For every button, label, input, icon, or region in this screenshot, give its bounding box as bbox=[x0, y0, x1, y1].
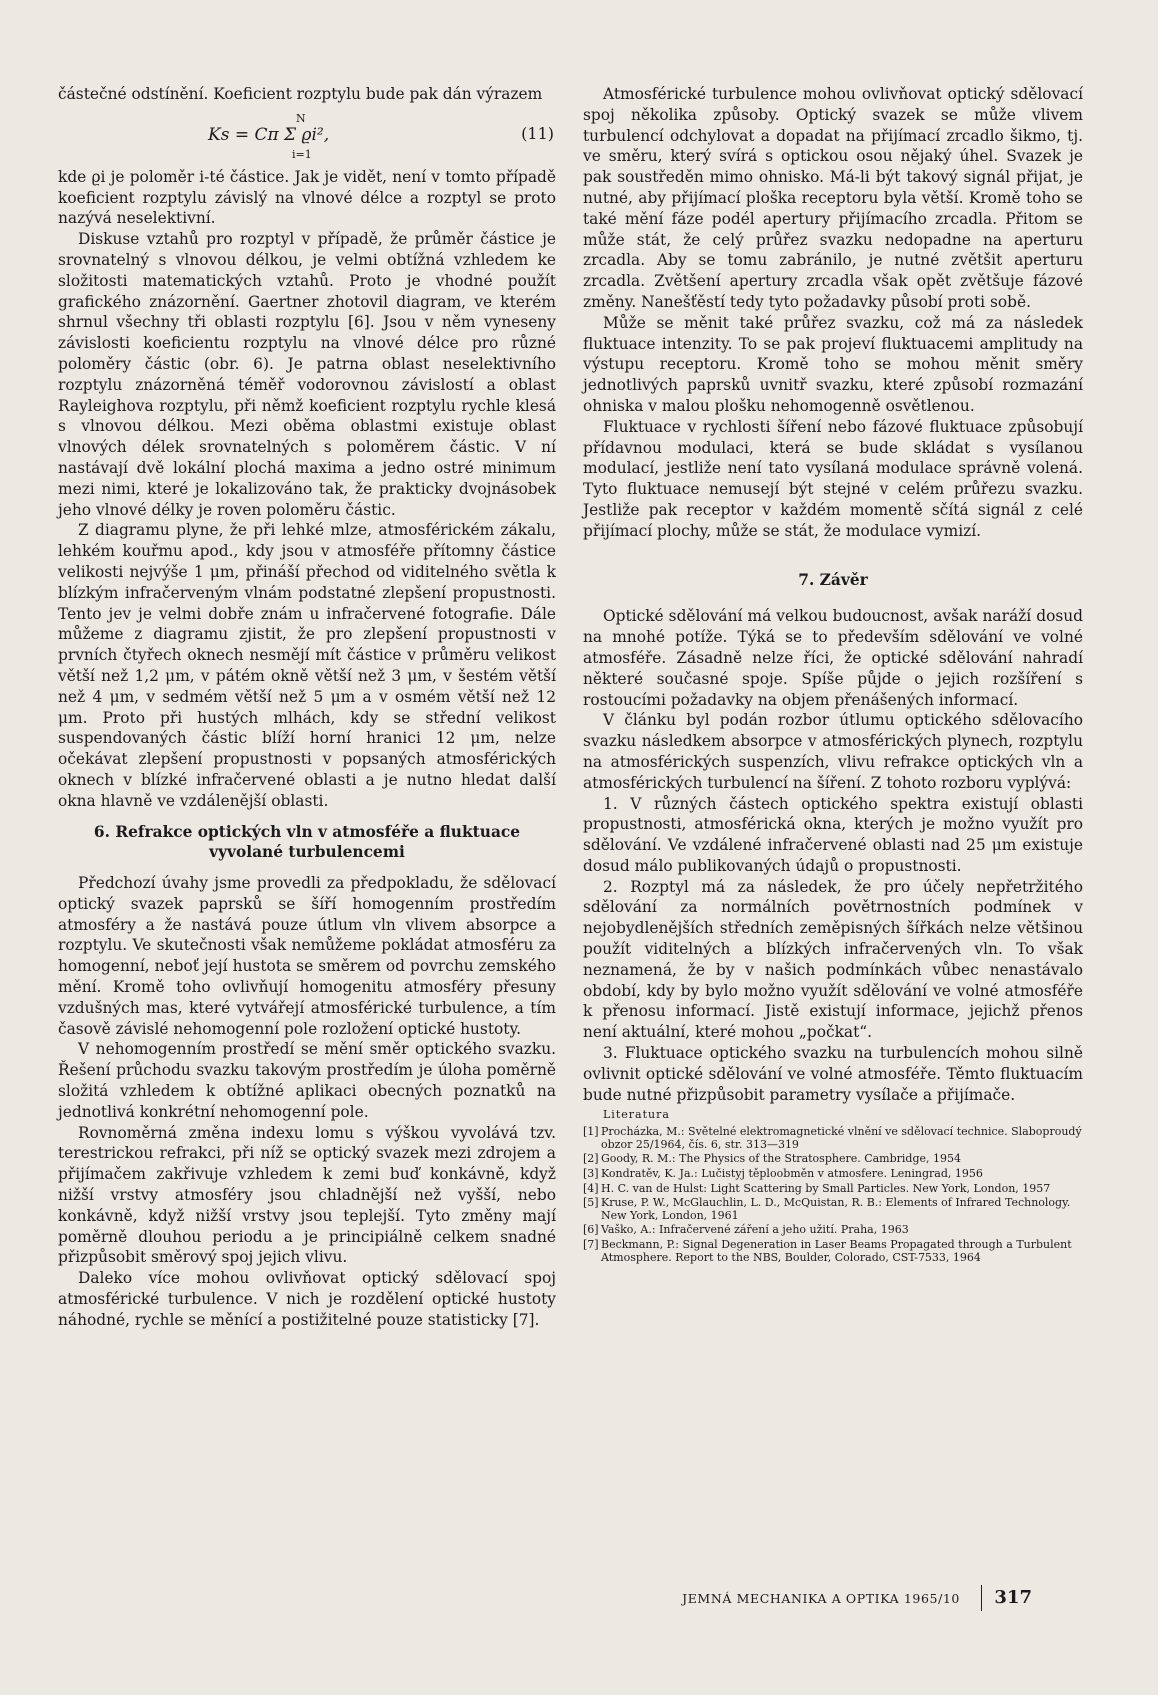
reference-number: [4] bbox=[583, 1181, 599, 1195]
paragraph: Optické sdělování má velkou budoucnost, avšak naráží dosud na mnohé potíže. Týká se to především sdělování ve volné atmosféře. Zásadně nelze říci, že optické sdělování nahradí některé současné spoje. Spíše půjde o jejich rozšíření s rostoucími požadavky na objem přenášených informací. bbox=[583, 607, 1083, 709]
reference-item bbox=[583, 1168, 1083, 1181]
reference-text: Procházka, M.: Světelné elektromagnetické vlnění ve sdělovací technice. Slaboproudý obzor 25/1964, čís. 6, str. 313—319 bbox=[601, 1125, 1082, 1151]
reference-text: H. C. van de Hulst: Light Scattering by Small Particles. New York, London, 1957 bbox=[601, 1181, 1051, 1195]
reference-number: [2] bbox=[583, 1152, 599, 1166]
sum-lower-limit: i=1 bbox=[292, 147, 312, 161]
paragraph: 2. Rozptyl má za následek, že pro účely nepřetržitého sdělování za normálních povětrnostních podmínek v nejobydlenějších středních zeměpisných šířkách nelze většinou použít viditelných a blízkých infračervených vln. To však neznamená, že by v našich podmínkách vůbec nenastávalo období, kdy by bylo možno využít sdělování ve volné atmosféře k přenosu informací. Jistě existují informace, jejichž přenos není aktuální, které mohou „počkat“. bbox=[583, 877, 1083, 1042]
reference-number: [7] bbox=[583, 1238, 599, 1251]
paragraph: 1. V různých částech optického spektra existují oblasti propustnosti, atmosférická okna, kterých je možno využít pro sdělování. Ve vzdálené infračervené oblasti nad 25 μm existuje dosud málo publikovaných údajů o propustnosti. bbox=[583, 794, 1083, 875]
reference-text: Goody, R. M.: The Physics of the Stratosphere. Cambridge, 1954 bbox=[601, 1152, 962, 1166]
journal-name: JEMNÁ MECHANIKA A OPTIKA 1965/10 bbox=[682, 1591, 960, 1606]
left-column bbox=[58, 84, 556, 1331]
reference-item bbox=[583, 1183, 1083, 1196]
page-footer bbox=[682, 1585, 1120, 1611]
section-heading-7: 7. Závěr bbox=[798, 570, 868, 589]
paragraph: kde ϱi je poloměr i-té částice. Jak je vidět, není v tomto případě koeficient rozptylu závislý na vlnové délce a rozptyl se proto nazývá neselektivní. bbox=[58, 167, 556, 228]
paragraph: Fluktuace v rychlosti šíření nebo fázové fluktuace způsobují přídavnou modulaci, která se bude skládat s vysílanou modulací, jestliže není tato vysílaná modulace správně volená. Tyto fluktuace nemusejí být stejné v celém průřezu svazku. Jestliže pak receptor v každém momentě sčítá signál z celé přijímací plochy, může se stát, že modulace vymizí. bbox=[583, 417, 1083, 540]
reference-number: [5] bbox=[583, 1196, 599, 1210]
paragraph: Atmosférické turbulence mohou ovlivňovat optický sdělovací spoj několika způsoby. Optický svazek se může vlivem turbulencí odchylovat a dopadat na přijímací zrcadlo šikmo, tj. ve směru, který svírá s optickou osou nějaký úhel. Svazek je pak soustředěn mimo ohnisko. Má-li být takový signál přijat, je nutné, aby přijímací ploška receptoru byla větší. Kromě toho se také mění fáze podél apertury přijímacího zrcadla. Přitom se může stát, že celý průřez svazku nedopadne na aperturu zrcadla. Aby se tomu zabránilo, je nutné zvětšit aperturu zrcadla. Zvětšení apertury zrcadla však opět zvětšuje fázové změny. Nanešťěstí tedy tyto požadavky působí proti sobě. bbox=[583, 85, 1083, 311]
paragraph: V článku byl podán rozbor útlumu optického sdělovacího svazku následkem absorpce v atmosférických plynech, rozptylu na atmosférických suspenzích, vlivu refrakce optických vln a atmosférických turbulencí na šíření. Z tohoto rozboru vyplývá: bbox=[583, 711, 1083, 792]
reference-item bbox=[583, 1197, 1083, 1222]
reference-item bbox=[583, 1239, 1083, 1264]
paragraph: 3. Fluktuace optického svazku na turbulencích mohou silně ovlivnit optické sdělování ve volné atmosféře. Těmto fluktuacím bude nutné přizpůsobit parametry vysílače a přijímače. bbox=[583, 1044, 1083, 1104]
reference-text: Kruse, P. W., McGlauchlin, L. D., McQuistan, R. B.: Elements of Infrared Technology. New York, London, 1961 bbox=[601, 1196, 1071, 1222]
reference-text: Kondratěv, K. Ja.: Lučistyj těploobměn v atmosfere. Leningrad, 1956 bbox=[601, 1167, 983, 1181]
reference-text: Vaško, A.: Infračervené záření a jeho užití. Praha, 1963 bbox=[601, 1223, 909, 1237]
paragraph: Předchozí úvahy jsme provedli za předpokladu, že sdělovací optický svazek paprsků se šíří homogenním prostředím atmosféry a že nastává pouze útlum vln vlivem absorpce a rozptylu. Ve skutečnosti však nemůžeme pokládat atmosféru za homogenní, neboť její hustota se směrem od povrchu zemského mění. Kromě toho ovlivňují homogenitu atmosféry přesuny vzdušných mas, které vytvářejí atmosférické turbulence, a tím časově závislé nehomogenní pole rozložení optické hustoty. bbox=[58, 874, 556, 1038]
footer-divider bbox=[981, 1585, 982, 1611]
paragraph: Diskuse vztahů pro rozptyl v případě, že průměr částice je srovnatelný s vlnovou délkou, je velmi obtížná vzhledem ke složitosti matematických vztahů. Proto je vhodné použít grafického znázornění. Gaertner zhotovil diagram, ve kterém shrnul všechny tři oblasti rozptylu [6]. Jsou v něm vyneseny závislosti koeficientu rozptylu na vlnové délce pro různé poloměry částic (obr. 6). Je patrna oblast neselektivního rozptylu znázorněná téměř vodorovnou závislostí a oblast Rayleighova rozptylu, při němž koeficient rozptylu rychle klesá s vlnovou délkou. Mezi oběma oblastmi existuje oblast vlnových délek srovnatelných s poloměrem částic. V ní nastávají dvě lokální plochá maxima a jedno ostré minimum mezi nimi, které je lokalizováno tak, že prakticky dvojnásobek jeho vlnové délky je roven poloměru částic. bbox=[58, 230, 556, 519]
equation-number: (11) bbox=[521, 124, 554, 144]
literature-heading: Literatura bbox=[603, 1108, 670, 1122]
reference-number: [6] bbox=[583, 1223, 599, 1237]
paragraph: V nehomogenním prostředí se mění směr optického svazku. Řešení průchodu svazku takovým prostředím je úloha poměrně složitá vzhledem k obtížné aplikaci obecných poznatků na jednotlivá konkrétní nehomogenní pole. bbox=[58, 1040, 556, 1121]
reference-number: [1] bbox=[583, 1125, 599, 1139]
reference-number: [3] bbox=[583, 1167, 599, 1181]
equation-11 bbox=[58, 109, 556, 161]
reference-list bbox=[583, 1126, 1083, 1264]
equation-expression: Ks = Cπ Σ ϱi², bbox=[208, 124, 330, 145]
paragraph: částečné odstínění. Koeficient rozptylu bude pak dán výrazem bbox=[58, 85, 543, 103]
reference-item bbox=[583, 1126, 1083, 1151]
paragraph: Rovnoměrná změna indexu lomu s výškou vyvolává tzv. terestrickou refrakci, při níž se optický svazek mezi zdrojem a přijímačem zakřivuje vzhledem k zemi buď konkávně, když nižší vrstvy atmosféry jsou chladnější než vyšší, nebo konkávně, když nižší vrstvy jsou teplejší. Tyto změny mají poměrně dlouhou periodu a je principiálně celkem snadné přizpůsobit směrový spoj jejich vlivu. bbox=[58, 1123, 556, 1267]
equation-body bbox=[208, 109, 428, 161]
reference-text: Beckmann, P.: Signal Degeneration in Laser Beams Propagated through a Turbulent Atmosphere. Report to the NBS, Boulder, Colorado, CST-7533, 1964 bbox=[601, 1238, 1072, 1264]
sum-upper-limit: N bbox=[296, 111, 306, 125]
section-heading-6: 6. Refrakce optických vln v atmosféře a fluktuace vyvolané turbulencemi bbox=[93, 822, 521, 862]
page-number: 317 bbox=[994, 1587, 1032, 1608]
paragraph: Může se měnit také průřez svazku, což má za následek fluktuace intenzity. To se pak projeví fluktuacemi amplitudy na výstupu receptoru. Kromě toho se mohou měnit směry jednotlivých paprsků uvnitř svazku, které způsobí rozmazání ohniska v malou plošku nehomogenně osvětlenou. bbox=[583, 313, 1083, 415]
paragraph: Z diagramu plyne, že při lehké mlze, atmosférickém zákalu, lehkém kouřmu apod., kdy jsou v atmosféře přítomny částice velikosti nejvýše 1 μm, přináší přechod od viditelného světla k blízkým infračerveným vlnám podstatné zlepšení propustnosti. Tento jev je velmi dobře znám u infračervené fotografie. Dále můžeme z diagramu zjistit, že pro zlepšení propustnosti v prvních čtyřech oknech nesmějí mít částice v průměru velikost větší než 1,2 μm, v pátém okně větší než 3 μm, v šestém větší než 4 μm, v sedmém větší než 5 μm a v osmém větší než 12 μm. Proto při hustých mlhách, kdy se střední velikost suspendovaných částic blíží horní hranici 12 μm, nelze očekávat zlepšení propustnosti v popsaných atmosférických oknech v blízké infračervené oblasti a je nutno hledat další okna hlavně ve vzdálenější oblasti. bbox=[58, 521, 556, 810]
reference-item bbox=[583, 1153, 1083, 1166]
reference-item bbox=[583, 1224, 1083, 1237]
paragraph: Daleko více mohou ovlivňovat optický sdělovací spoj atmosférické turbulence. V nich je rozdělení optické hustoty náhodné, rychle se měnící a postižitelné pouze statisticky [7]. bbox=[58, 1269, 556, 1329]
right-column bbox=[583, 84, 1083, 1266]
